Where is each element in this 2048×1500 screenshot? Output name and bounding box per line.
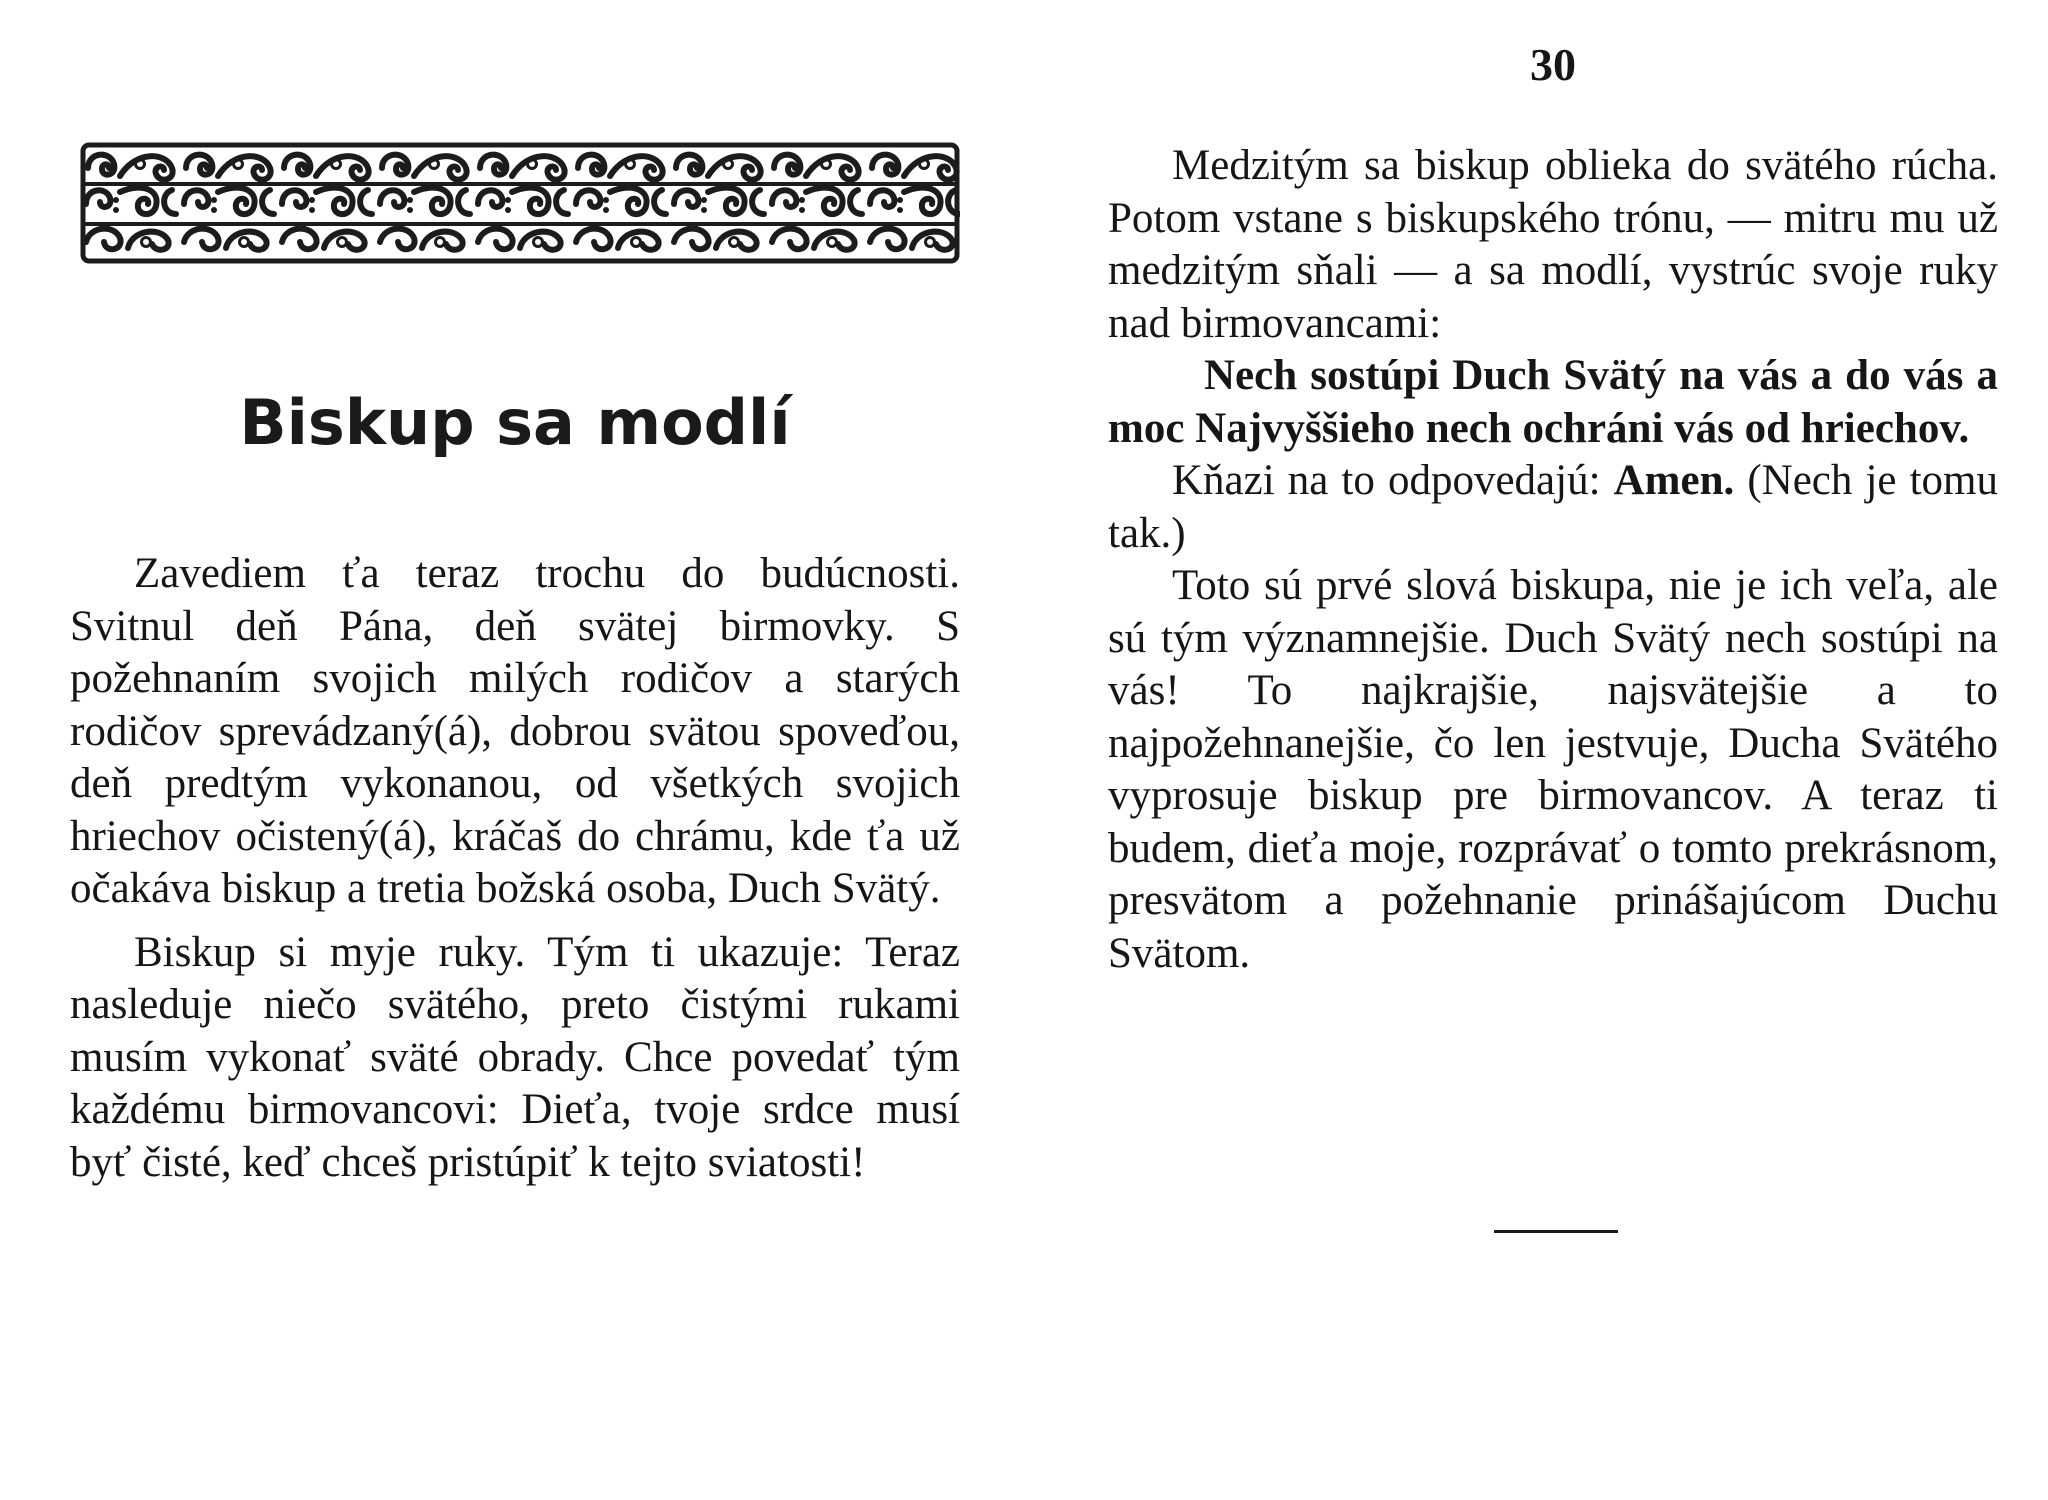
chapter-title: Biskup sa modlí: [239, 386, 791, 459]
ornamental-border: [80, 142, 960, 264]
response-amen: Amen.: [1613, 457, 1735, 504]
response-text: Kňazi na to odpovedajú:: [1172, 457, 1601, 504]
left-page: [70, 0, 960, 1500]
right-paragraph-intro: Medzitým sa biskup oblieka do svätého rúcha. Potom vstane s biskupského trónu, — mitru mu už medzitým sňali — a sa modlí, vystrúc svoje ruky nad birmovancami:: [1108, 142, 1998, 347]
left-paragraph-2: Biskup si myje ruky. Tým ti ukazuje: Teraz nasleduje niečo svätého, preto čistými rukami musím vykonať sväté obrady. Chce povedať tým každému birmovancovi: Dieťa, tvoje srdce musí byť čisté, keď chceš pristúpiť k tejto sviatosti!: [70, 928, 960, 1186]
prayer-text: Nech sostúpi Duch Svätý na vás a do vás a moc Najvyššieho nech ochráni vás od hriechov.: [1108, 352, 1998, 452]
right-paragraph-closing: Toto sú prvé slová biskupa, nie je ich veľa, ale sú tým významnejšie. Duch Svätý nech sostúpi na vás! To najkrajšie, najsvätejšie a to najpožehnanejšie, čo len jestvuje, Ducha Svätého vyprosuje biskup pre birmovancov. A teraz ti budem, dieťa moje, rozprávať o tomto prekrásnom, presvätom a požehnanie prinášajúcom Duchu Svätom.: [1108, 562, 1998, 977]
response-note: (Nech je tomu tak.): [1108, 457, 1998, 557]
page-number: 30: [1530, 39, 1576, 90]
left-paragraph-1: Zavediem ťa teraz trochu do budúcnosti. Svitnul deň Pána, deň svätej birmovky. S požehnaním svojich milých rodičov a starých rodičov sprevádzaný(á), dobrou svätou spoveďou, deň predtým vykonanou, od všetkých svojich hriechov očistený(á), kráčaš do chrámu, kde ťa už očakáva biskup a tretia božská osoba, Duch Svätý.: [70, 550, 960, 912]
left-page-text: [70, 548, 960, 1200]
right-page-text: [1108, 140, 1998, 991]
right-page: [1108, 0, 1998, 1500]
response-paragraph: [1108, 455, 1998, 560]
section-end-rule: [1494, 1230, 1618, 1233]
